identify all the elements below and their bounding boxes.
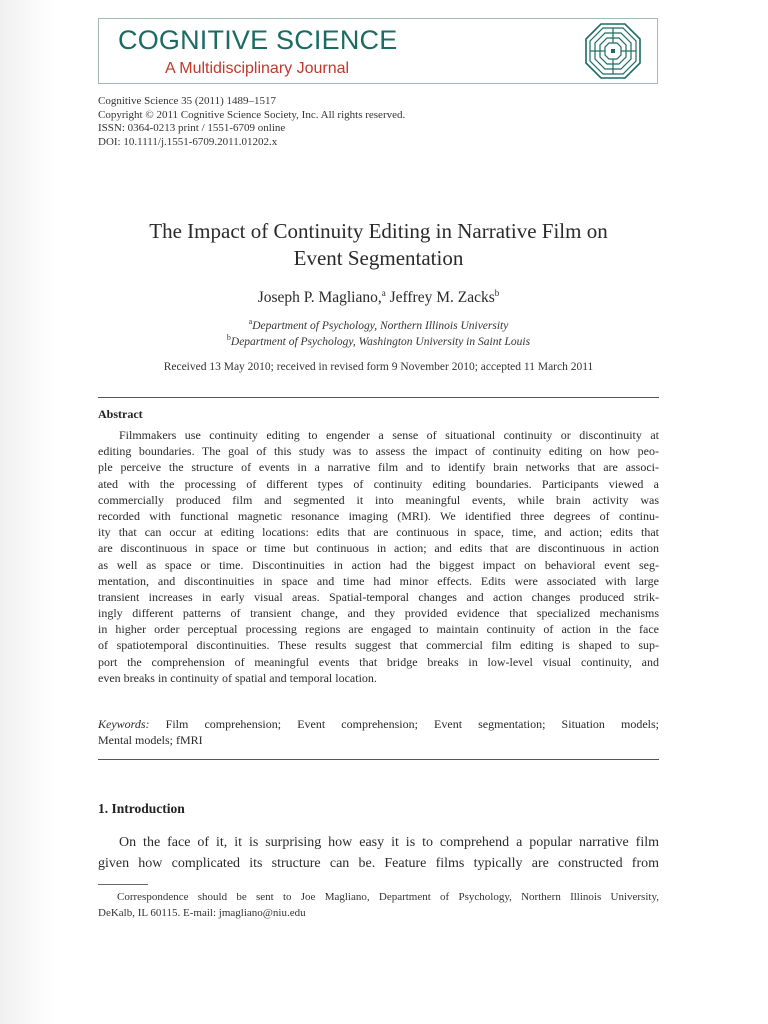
citation-block (98, 95, 405, 149)
abstract-line: transient increases in early visual areas. Spatial-temporal changes and action changes produced strik- (98, 589, 659, 604)
journal-title: COGNITIVE SCIENCE (118, 25, 398, 55)
article-title (98, 218, 659, 272)
citation-copyright: Copyright © 2011 Cognitive Science Society, Inc. All rights reserved. (98, 108, 406, 121)
affiliations (98, 319, 659, 350)
body-line: On the face of it, it is surprising how easy it is to comprehend a popular narrative film (119, 835, 659, 850)
affiliation-text: Department of Psychology, Northern Illinois University (252, 320, 509, 332)
received-dates: Received 13 May 2010; received in revised form 9 November 2010; accepted 11 March 2011 (163, 361, 594, 373)
abstract-line: commercially produced film and segmented it into meaningful events, while brain activity was (98, 492, 659, 507)
keywords-text: Film comprehension; Event comprehension; Event segmentation; Situation models; (165, 717, 659, 731)
keywords-line (98, 716, 659, 732)
abstract-line: as well as space or time. Discontinuities in action had the biggest impact on behavioral event seg- (98, 557, 659, 572)
abstract-line: Filmmakers use continuity editing to engender a sense of situational continuity or discontinuity at (119, 428, 659, 442)
abstract-line: recorded with functional magnetic resonance imaging (MRI). We identified three degrees of continu- (98, 508, 659, 523)
affiliation-text: Department of Psychology, Washington University in Saint Louis (230, 335, 531, 348)
author-affiliation-mark: b (494, 287, 500, 298)
citation-journal-volume: Cognitive Science 35 (2011) 1489–1517 (98, 95, 277, 107)
affiliation (98, 319, 659, 335)
author-name: Jeffrey M. Zacks (389, 289, 495, 306)
keywords-label: Keywords: (98, 717, 150, 731)
abstract-line: ple perceive the structure of events in a narrative film and to identify brain networks that are associ- (98, 460, 659, 475)
author-name: Joseph P. Magliano, (257, 289, 382, 306)
maze-octagon-logo-icon (585, 23, 641, 79)
article-title-line-1: The Impact of Continuity Editing in Narrative Film on (149, 219, 608, 243)
abstract-line: of spatiotemporal discontinuities. These results suggest that commercial film editing is shaped to sup- (98, 638, 659, 653)
abstract-line: ingly different patterns of transient change, and they provided evidence that specialized mechanisms (98, 606, 659, 621)
citation-issn: ISSN: 0364-0213 print / 1551-6709 online (98, 122, 286, 134)
footnote-rule (98, 884, 148, 885)
correspondence-footnote (98, 889, 659, 921)
introduction-body (98, 833, 659, 874)
abstract-heading: Abstract (98, 407, 143, 421)
abstract-line: port the comprehension of meaningful events that bridge breaks in low-level visual continuity, and (98, 654, 659, 669)
abstract-line: mentation, and discontinuities in space and time had minor effects. Edits were associated with large (98, 573, 659, 588)
abstract-line: are discontinuous in space or time but continuous in action; and edits that are discontinuous in action (98, 541, 659, 556)
section-heading: 1. Introduction (98, 801, 185, 816)
body-line: given how complicated its structure can be. Feature films typically are constructed from (98, 855, 659, 871)
abstract-line: even breaks in continuity of spatial and temporal location. (98, 670, 377, 685)
abstract-line: in higher order perceptual processing regions are engaged to maintain continuity of action in the face (98, 622, 659, 637)
footnote-line: DeKalb, IL 60115. E-mail: jmagliano@niu.edu (98, 907, 306, 919)
article-title-line-2: Event Segmentation (293, 246, 464, 270)
author-list (98, 288, 659, 308)
journal-header (98, 18, 658, 84)
affiliation-mark: b (226, 332, 231, 342)
abstract-line: ity that can occur at editing locations: edits that are continuous in space, time, and action; edits that (98, 525, 659, 540)
footnote-line: Correspondence should be sent to Joe Magliano, Department of Psychology, Northern Illinois University, (117, 891, 659, 903)
page-edge-shadow (0, 0, 56, 1024)
abstract-line: editing boundaries. The goal of this study was to assess the impact of continuity editing on how peo- (98, 444, 659, 459)
journal-subtitle: A Multidisciplinary Journal (165, 60, 350, 77)
keywords-line: Mental models; fMRI (98, 733, 203, 748)
abstract-top-rule (98, 397, 659, 398)
affiliation (98, 332, 659, 351)
abstract-bottom-rule (98, 759, 659, 760)
affiliation-mark: a (248, 317, 253, 327)
author-affiliation-mark: a (381, 287, 386, 298)
keywords (98, 716, 659, 748)
abstract-line: ated with the processing of different types of continuity editing boundaries. Participants viewed a (98, 476, 659, 491)
citation-doi: DOI: 10.1111/j.1551-6709.2011.01202.x (98, 135, 278, 148)
abstract-body (98, 427, 659, 686)
